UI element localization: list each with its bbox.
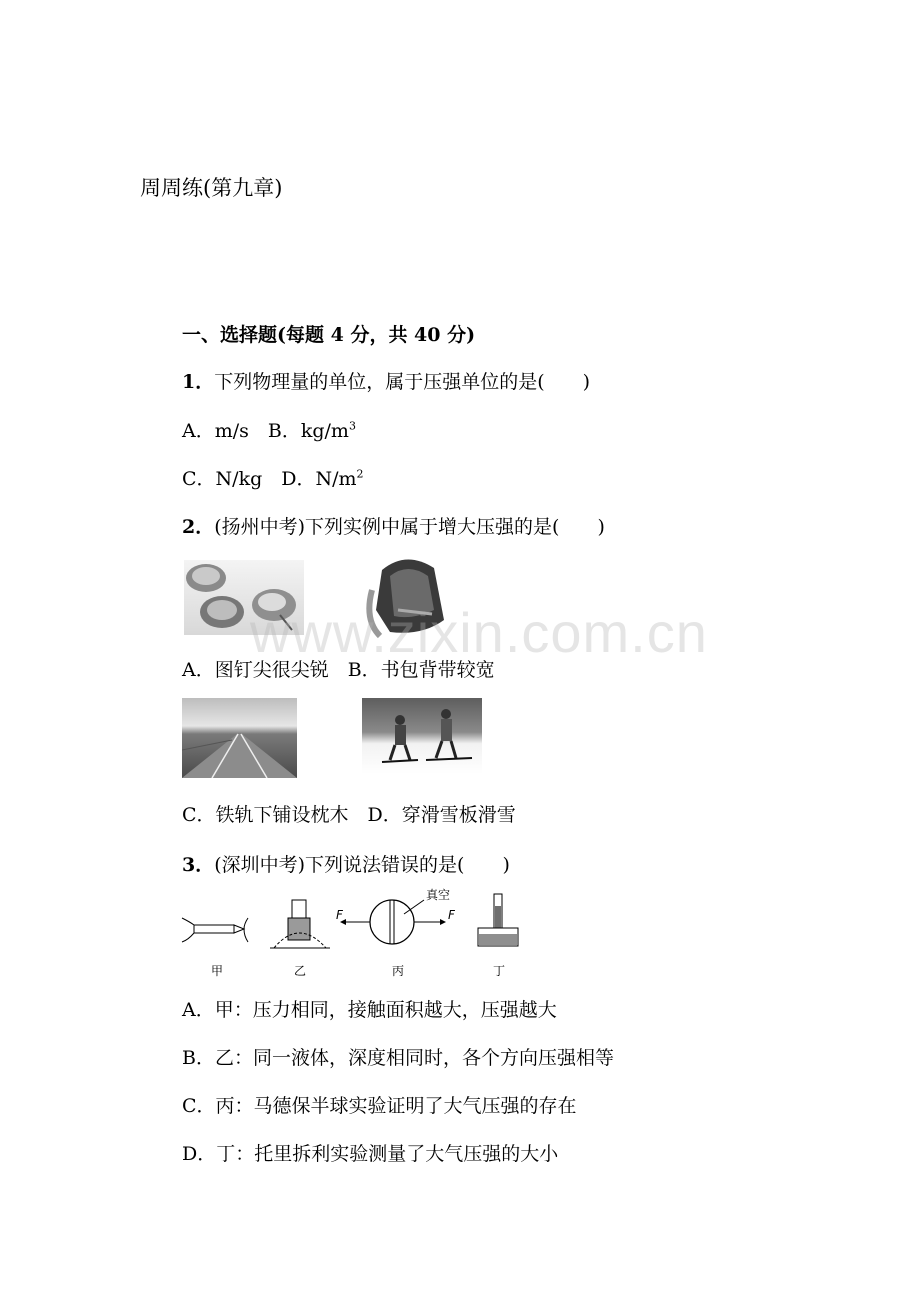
question-3 bbox=[182, 850, 510, 877]
page-title: 周周练(第九章) bbox=[140, 176, 283, 200]
figure-label-ding: 丁 bbox=[493, 964, 506, 978]
watermark: www.zixin.com.cn bbox=[250, 601, 708, 664]
question-stem: (深圳中考)下列说法错误的是( ) bbox=[214, 854, 510, 876]
q3-option-b: B．乙：同一液体，深度相同时，各个方向压强相等 bbox=[182, 1047, 614, 1069]
q1-options-ab bbox=[182, 416, 356, 443]
figure-ding-torricelli bbox=[472, 892, 528, 952]
question-number: 3． bbox=[182, 854, 215, 876]
figure-label-yi: 乙 bbox=[294, 964, 307, 978]
question-1 bbox=[182, 367, 590, 394]
superscript: 3 bbox=[348, 419, 356, 433]
section-heading: 一、选择题(每题 4 分，共 40 分) bbox=[182, 324, 476, 346]
option-text: C．N/kg D．N/m bbox=[182, 468, 357, 490]
superscript: 2 bbox=[356, 467, 364, 481]
q3-option-c: C．丙：马德保半球实验证明了大气压强的存在 bbox=[182, 1095, 577, 1117]
q3-option-a: A．甲：压力相同，接触面积越大，压强越大 bbox=[182, 999, 557, 1021]
force-label-left: F bbox=[336, 908, 343, 922]
q3-option-d: D．丁：托里拆利实验测量了大气压强的大小 bbox=[182, 1143, 559, 1165]
vacuum-label: 真空 bbox=[426, 888, 451, 902]
option-text: A．m/s B．kg/m bbox=[182, 420, 349, 442]
figure-label-bing: 丙 bbox=[392, 964, 405, 978]
railway-photo bbox=[182, 698, 297, 778]
question-2 bbox=[182, 512, 605, 539]
question-number: 1． bbox=[182, 371, 215, 393]
skiing-photo bbox=[362, 698, 482, 774]
question-number: 2． bbox=[182, 516, 215, 538]
figure-yi-liquid bbox=[270, 896, 330, 952]
force-label-right: F bbox=[448, 908, 455, 922]
figure-label-jia: 甲 bbox=[211, 964, 224, 978]
q2-options-ab: A．图钉尖很尖锐 B．书包背带较宽 bbox=[182, 659, 495, 681]
q1-options-cd bbox=[182, 464, 364, 491]
q2-options-cd: C．铁轨下铺设枕木 D．穿滑雪板滑雪 bbox=[182, 804, 516, 826]
question-stem: 下列物理量的单位，属于压强单位的是( ) bbox=[214, 371, 591, 393]
figure-jia-pencil bbox=[180, 912, 250, 948]
question-stem: (扬州中考)下列实例中属于增大压强的是( ) bbox=[214, 516, 605, 538]
